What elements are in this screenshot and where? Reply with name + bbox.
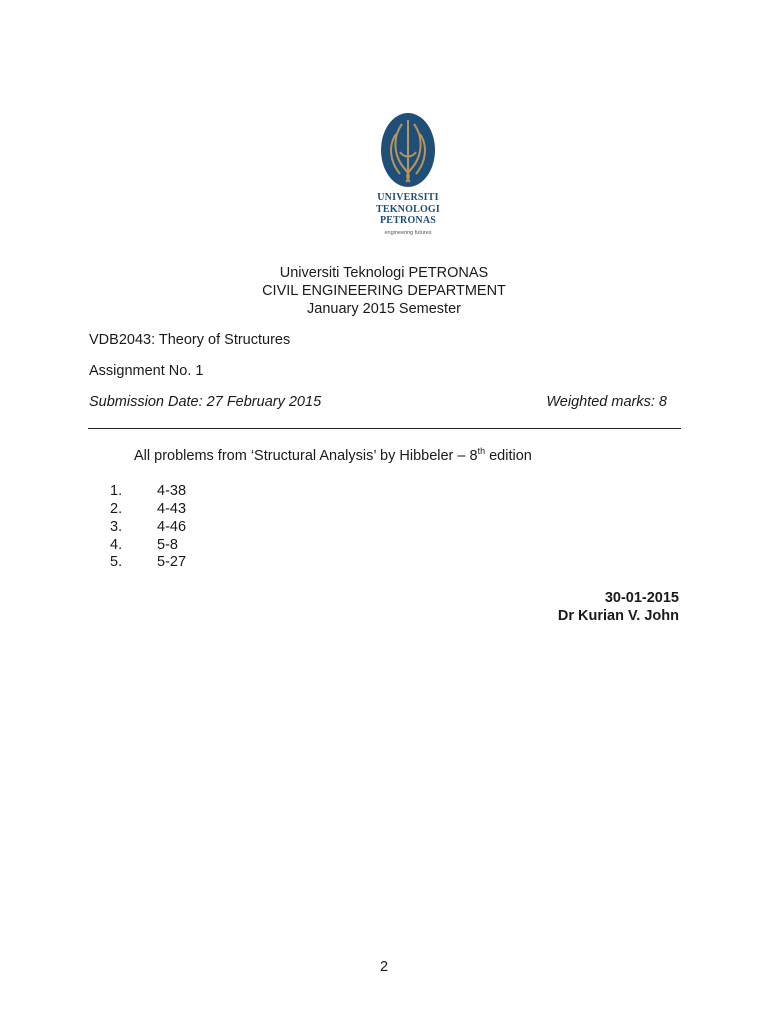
weighted-marks: Weighted marks: 8 — [546, 394, 667, 410]
list-item-value: 4-38 — [157, 483, 187, 499]
list-item-value: 5-8 — [157, 537, 178, 553]
list-item-number: 4. — [110, 537, 123, 553]
list-item-number: 5. — [110, 554, 123, 570]
list-item-number: 1. — [110, 483, 123, 499]
intro-superscript: th — [477, 446, 486, 457]
list-item-number: 3. — [110, 519, 123, 535]
logo-tagline: engineering futures — [384, 230, 432, 236]
logo-wordmark — [372, 192, 444, 227]
department-name: CIVIL ENGINEERING DEPARTMENT — [262, 283, 506, 299]
logo-line-teknologi: TEKNOLOGI — [375, 203, 441, 215]
submission-date: Submission Date: 27 February 2015 — [89, 394, 322, 410]
signoff-date: 30-01-2015 — [604, 590, 679, 606]
problems-intro — [134, 448, 532, 465]
list-item-value: 5-27 — [157, 554, 187, 570]
logo-line-universiti: UNIVERSITI — [377, 192, 439, 203]
divider — [88, 428, 681, 429]
university-name: Universiti Teknologi PETRONAS — [279, 265, 489, 281]
utp-logo — [372, 112, 444, 244]
logo-line-petronas: PETRONAS — [379, 215, 437, 226]
list-item-value: 4-43 — [157, 501, 187, 517]
intro-suffix: edition — [485, 448, 532, 464]
list-item-number: 2. — [110, 501, 123, 517]
utp-crest-icon — [380, 112, 436, 188]
semester: January 2015 Semester — [307, 301, 461, 317]
course-title: VDB2043: Theory of Structures — [89, 332, 291, 348]
signoff-name: Dr Kurian V. John — [557, 608, 679, 624]
assignment-number: Assignment No. 1 — [89, 363, 204, 379]
page-number: 2 — [379, 959, 389, 975]
list-item-value: 4-46 — [157, 519, 187, 535]
intro-prefix: All problems from ‘Structural Analysis’ by Hibbeler – 8 — [134, 448, 478, 464]
